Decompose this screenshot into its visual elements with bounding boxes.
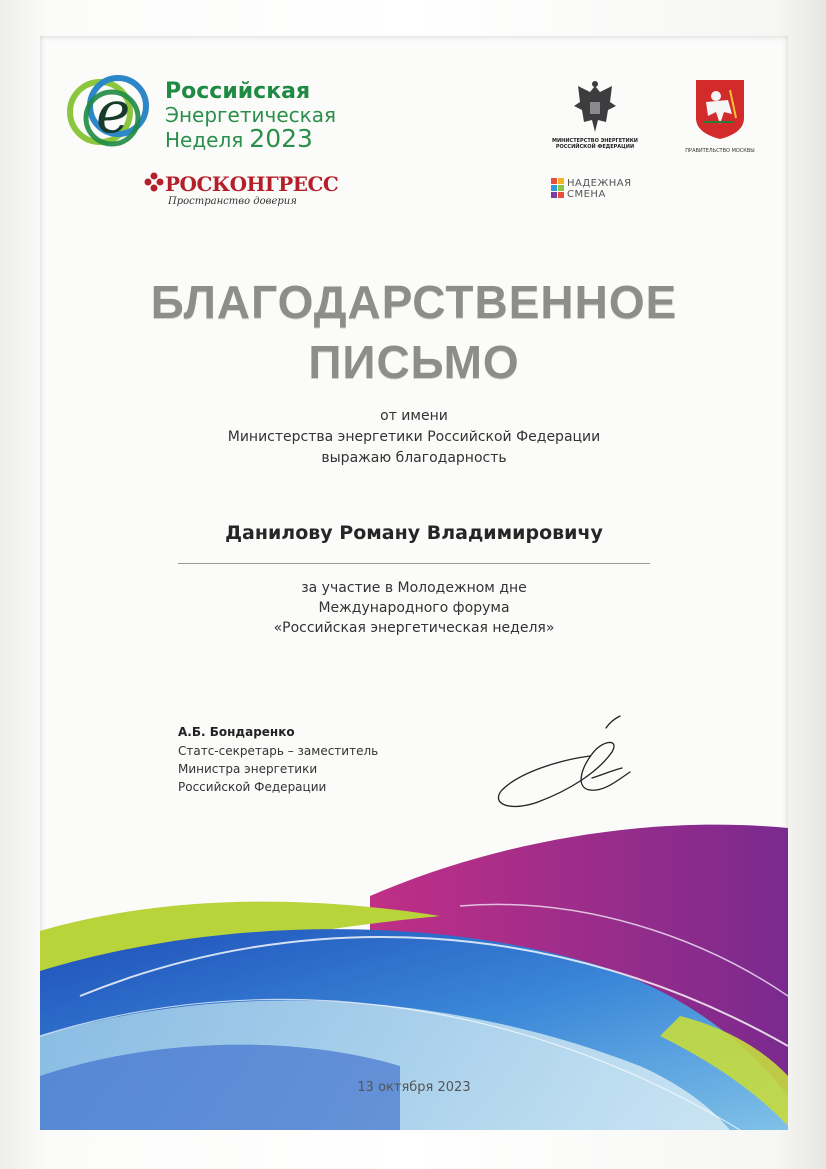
intro-line-3: выражаю благодарность [321, 450, 507, 466]
recipient-underline [178, 563, 650, 564]
roscongress-name: РОСКОНГРЕСС [165, 172, 339, 196]
rew-logo-word: Неделя [165, 128, 244, 152]
signatory-position-2: Министра энергетики [178, 762, 318, 776]
rew-logo-line1: Российская [165, 79, 311, 104]
title-line1: БЛАГОДАРСТВЕННОЕ [150, 276, 678, 328]
rew-logo-line3 [165, 124, 313, 153]
ministry-caption: МИНИСТЕРСТВО ЭНЕРГЕТИКИ РОССИЙСКОЙ ФЕДЕРАЦИИ [552, 138, 638, 150]
signatory-name: А.Б. Бондаренко [178, 725, 295, 739]
handwritten-signature [480, 708, 650, 818]
recipient-name: Данилову Роману Владимировичу [225, 522, 603, 544]
issue-date: 13 октября 2023 [357, 1080, 471, 1095]
reason-line-3: «Российская энергетическая неделя» [273, 620, 555, 636]
nadezhnaya-line1: НАДЕЖНАЯ [567, 178, 632, 189]
certificate-sheet [40, 36, 788, 1130]
rew-logo-year: 2023 [249, 124, 313, 153]
signatory-position-3: Российской Федерации [178, 780, 327, 794]
nadezhnaya-smena-logo-icon [551, 178, 565, 200]
title-line2: ПИСЬМО [308, 336, 520, 388]
svg-text:e: e [96, 78, 131, 146]
intro-line-1: от имени [380, 408, 448, 424]
double-headed-eagle-icon [572, 80, 618, 136]
reason-line-2: Международного форума [318, 600, 510, 616]
rew-logo-line2: Энергетическая [165, 103, 336, 127]
roscongress-flower-icon [144, 172, 164, 192]
moscow-coat-of-arms-icon [694, 78, 746, 140]
roscongress-tagline: Пространство доверия [168, 196, 297, 207]
nadezhnaya-line2: СМЕНА [567, 189, 606, 200]
rew-logo-icon [62, 66, 162, 156]
reason-line-1: за участие в Молодежном дне [301, 580, 527, 596]
signatory-position-1: Статс-секретарь – заместитель [178, 744, 379, 758]
moscow-caption: ПРАВИТЕЛЬСТВО МОСКВЫ [685, 148, 755, 154]
intro-line-2: Министерства энергетики Российской Федерации [227, 429, 601, 445]
nadezhnaya-smena-text [567, 178, 632, 200]
